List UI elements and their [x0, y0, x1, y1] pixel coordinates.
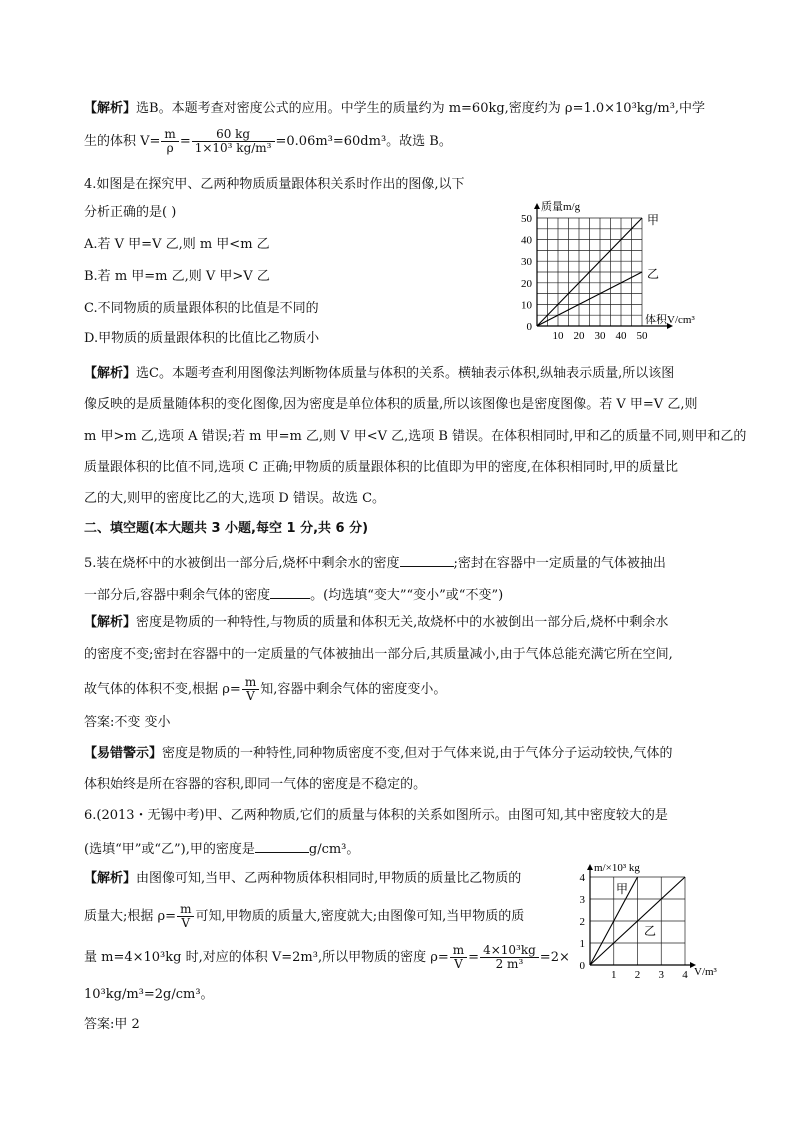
- warning-tag: 【易错警示】: [84, 746, 163, 761]
- x-tick-label: 40: [615, 330, 627, 340]
- y-tick-label: 30: [521, 256, 532, 269]
- y-axis-label: 质量m/g: [541, 201, 581, 213]
- series-label: 乙: [644, 924, 657, 938]
- question-5-line2: 一部分后,容器中剩余气体的密度 。(均选填“变大”“变小”或“不变”): [84, 584, 503, 605]
- y-tick-label: 0: [579, 960, 585, 972]
- y-tick-label: 1: [579, 938, 585, 950]
- option-b: B.若 m 甲=m 乙,则 V 甲>V 乙: [84, 269, 270, 284]
- section-title: 二、填空题(本大题共 3 小题,每空 1 分,共 6 分): [84, 521, 369, 536]
- fraction: $\frac{m}{V}$: [242, 676, 259, 703]
- warning-line1: 【易错警示】密度是物质的一种特性,同种物质密度不变,但对于气体来说,由于气体分子运动较快,气体的: [84, 746, 673, 761]
- series-label: 甲: [616, 882, 629, 896]
- y-axis-arrow: [534, 203, 540, 209]
- x-tick-label: 4: [682, 969, 688, 981]
- fraction: $\frac{m}{V}$: [450, 944, 467, 971]
- y-tick-label: 10: [521, 299, 532, 312]
- option-c: C.不同物质的质量跟体积的比值是不同的: [84, 301, 319, 316]
- mass-volume-chart-2: [570, 853, 730, 983]
- x-tick-label: 50: [636, 330, 648, 340]
- fraction: $\frac{m}{V}$: [177, 903, 194, 930]
- x-axis-label: V/m³: [694, 966, 717, 978]
- question-4-stem: 4.如图是在探究甲、乙两种物质质量跟体积关系时作出的图像,以下: [84, 177, 465, 192]
- x-axis-label: 体积V/cm³: [645, 314, 695, 326]
- answer-6: 答案:甲 2: [84, 1017, 140, 1032]
- analysis-4-line3: m 甲>m 乙,选项 A 错误;若 m 甲=m 乙,则 V 甲<V 乙,选项 B 错误。在体积相同时,甲和乙的质量不同,则甲和乙的: [84, 429, 747, 444]
- analysis-tag: 【解析】: [84, 871, 137, 886]
- answer-5: 答案:不变 变小: [84, 715, 171, 730]
- analysis-4-line5: 乙的大,则甲的密度比乙的大,选项 D 错误。故选 C。: [84, 491, 386, 506]
- x-tick-label: 1: [611, 969, 617, 981]
- fraction: $\frac{\text{4×10³kg}}{\text{2 m³}}$: [480, 944, 539, 971]
- series-label: 甲: [647, 213, 660, 227]
- x-tick-label: 10: [552, 330, 564, 340]
- analysis-tag: 【解析】: [84, 615, 137, 630]
- answer-blank: [400, 552, 454, 567]
- analysis-6-line3: 量 m=4×10³kg 时,对应的体积 V=2m³,所以甲物质的密度 ρ= $\frac{m}{V}$ = $\frac{\text{4×10³kg}}{\text{2 m³}}$ =2×: [84, 943, 570, 971]
- analysis-4-line1: 【解析】选C。本题考查利用图像法判断物体质量与体积的关系。横轴表示体积,纵轴表示质量,所以该图: [84, 366, 675, 381]
- answer-blank: [255, 838, 309, 853]
- x-tick-label: 20: [573, 330, 585, 340]
- question-5-line1: 5.装在烧杯中的水被倒出一部分后,烧杯中剩余水的密度 ;密封在容器中一定质量的气体被抽出: [84, 552, 666, 573]
- analysis-3-line2: 生的体积 V= $\frac{m}{\rho}$ = $\frac{60 kg}{\text{1×10³ kg/m³}}$ =0.06m³=60dm³。故选 B。: [84, 127, 452, 155]
- analysis-4-line4: 质量跟体积的比值不同,选项 C 正确;甲物质的质量跟体积的比值即为甲的密度,在体积相同时,甲的质量比: [84, 460, 678, 475]
- analysis-5-line3: 故气体的体积不变,根据 ρ= $\frac{m}{V}$ 知,容器中剩余气体的密度变小。: [84, 675, 447, 703]
- x-tick-label: 3: [658, 969, 664, 981]
- mass-volume-chart-1: [505, 190, 715, 340]
- fraction: $\frac{60 kg}{\text{1×10³ kg/m³}}$: [192, 128, 275, 155]
- analysis-5-line1: 【解析】密度是物质的一种特性,与物质的质量和体积无关,故烧杯中的水被倒出一部分后,烧杯中剩余水: [84, 615, 669, 630]
- analysis-3-line1: 【解析】选B。本题考查对密度公式的应用。中学生的质量约为 m=60kg,密度约为 ρ=1.0×10³kg/m³,中学: [84, 101, 706, 116]
- x-tick-label: 30: [594, 330, 606, 340]
- analysis-4-line2: 像反映的是质量随体积的变化图像,因为密度是单位体积的质量,所以该图像也是密度图像。若 V 甲=V 乙,则: [84, 397, 698, 412]
- analysis-6-line2: 质量大;根据 ρ= $\frac{m}{V}$ 可知,甲物质的质量大,密度就大;由图像可知,当甲物质的质: [84, 902, 525, 930]
- analysis-tag: 【解析】: [84, 366, 137, 381]
- question-6-line1: 6.(2013・无锡中考)甲、乙两种物质,它们的质量与体积的关系如图所示。由图可知,其中密度较大的是: [84, 808, 668, 823]
- analysis-6-line1: 【解析】由图像可知,当甲、乙两种物质体积相同时,甲物质的质量比乙物质的: [84, 871, 522, 886]
- y-tick-label: 3: [579, 894, 585, 906]
- answer-blank: [270, 584, 310, 599]
- question-4-stem-2: 分析正确的是( ): [84, 205, 177, 220]
- y-tick-label: 50: [521, 213, 532, 225]
- y-axis-label: m/×10³ kg: [594, 862, 640, 874]
- fraction: $\frac{m}{\rho}$: [161, 128, 178, 155]
- y-tick-label: 0: [526, 321, 532, 333]
- y-tick-label: 20: [521, 277, 532, 290]
- y-tick-label: 4: [579, 872, 585, 884]
- analysis-tag: 【解析】: [84, 101, 137, 116]
- series-label: 乙: [647, 267, 660, 281]
- y-tick-label: 40: [521, 234, 532, 247]
- y-axis-arrow: [587, 864, 593, 870]
- x-tick-label: 2: [634, 969, 641, 981]
- option-a: A.若 V 甲=V 乙,则 m 甲<m 乙: [84, 237, 270, 252]
- analysis-6-line4: 10³kg/m³=2g/cm³。: [84, 987, 214, 1002]
- warning-line2: 体积始终是所在容器的容积,即同一气体的密度是不稳定的。: [84, 777, 427, 792]
- analysis-5-line2: 的密度不变;密封在容器中的一定质量的气体被抽出一部分后,其质量减小,由于气体总能充满它所在空间,: [84, 647, 673, 662]
- question-6-line2: (选填“甲”或“乙”),甲的密度是 g/cm³。: [84, 838, 359, 859]
- option-d: D.甲物质的质量跟体积的比值比乙物质小: [84, 331, 320, 346]
- y-tick-label: 2: [579, 916, 585, 928]
